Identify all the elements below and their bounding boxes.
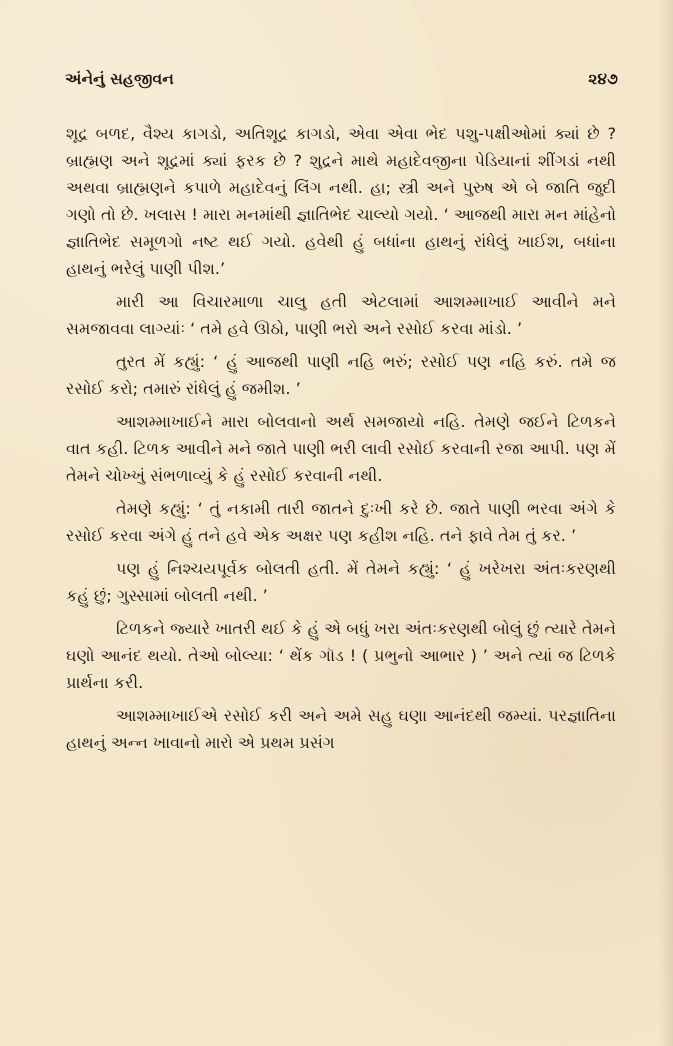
page-number: ૨૪૭ xyxy=(588,69,618,88)
paragraph-4: આશમ્માખાઈને મારા બોલવાનો અર્થ સમજાયો નહિ. તેમણે જઈને ટિળકને વાત કહી. ટિળક આવીને મને જાતે પાણી ભરી લાવી રસોઈ કરવાની રજા આપી. પણ મેં તેમને ચોખ્ખું સંભળાવ્યું કે હું રસોઈ કરવાની નથી. xyxy=(66,412,616,485)
page-edge-shadow xyxy=(659,0,673,1046)
paragraph-1: શૂદ્ર બળદ, વૈશ્ય કાગડો, અતિશૂદ્ર કાગડો, એવા એવા ભેદ પશુ-પક્ષીઓમાં ક્યાં છે ? બ્રાહ્મણ અને શૂદ્રમાં ક્યાં ફરક છે ? શુદ્રને માથે મહાદેવજીના પેડિયાનાં શીંગડાં નથી અથવા બ્રાહ્મણને કપાળે મહાદેવનું લિંગ નથી. હા; સ્ત્રી અને પુરુષ એ બે જાતિ જુદી ગણો તો છે. ખલાસ ! મારા મનમાંથી જ્ઞાતિભેદ ચાલ્યો ગયો. ‘ આજથી મારા મન માંહેનો જ્ઞાતિભેદ સમૂળગો નષ્ટ થઈ ગયો. હવેથી હું બધાંના હાથનું રાંધેલું ખાઈશ, બધાંના હાથનું ભરેલું પાણી પીશ.’ xyxy=(66,124,616,278)
paragraph-3: તુરત મેં કહ્યું: ‘ હું આજથી પાણી નહિ ભરું; રસોઈ પણ નહિ કરું. તમે જ રસોઈ કરો; તમારું રાંધેલું હું જમીશ. ’ xyxy=(66,352,616,398)
paragraph-8: આશમ્માખાઈએ રસોઈ કરી અને અમે સહુ ઘણા આનંદથી જમ્યાં. પરજ્ઞાતિના હાથનું અન્ન ખાવાનો મારો એ પ્રથમ પ્રસંગ xyxy=(66,706,616,752)
paragraph-7: ટિળકને જ્યારે ખાતરી થઈ કે હું એ બધું ખરા અંતઃકરણથી બોલું છું ત્યારે તેમને ઘણો આનંદ થયો. તેઓ બોલ્યા: ‘ થેંક ગૉડ ! ( પ્રભુનો આભાર ) ’ અને ત્યાં જ ટિળકે પ્રાર્થના કરી. xyxy=(66,619,616,692)
page-body xyxy=(66,120,616,1000)
paragraph-6: પણ હું નિશ્ચયપૂર્વક બોલતી હતી. મેં તેમને કહ્યું: ‘ હું ખરેખરા અંતઃકરણથી કહું છું; ગુસ્સામાં બોલતી નથી. ’ xyxy=(66,559,616,605)
chapter-title: અંનેનું સહજીવન xyxy=(65,69,174,88)
paragraph-5: તેમણે કહ્યું: ‘ તું નકામી તારી જાતને દુઃખી કરે છે. જાતે પાણી ભરવા અંગે કે રસોઈ કરવા અંગે હું તને હવે એક અક્ષર પણ કહીશ નહિ. તને ફાવે તેમ તું કર. ’ xyxy=(66,499,616,545)
paragraph-2: મારી આ વિચારમાળા ચાલુ હતી એટલામાં આશમ્માખાઈ આવીને મને સમજાવવા લાગ્યાંઃ ‘ તમે હવે ઊઠો, પાણી ભરો અને રસોઈ કરવા માંડો. ’ xyxy=(66,292,616,338)
running-header xyxy=(65,66,618,92)
